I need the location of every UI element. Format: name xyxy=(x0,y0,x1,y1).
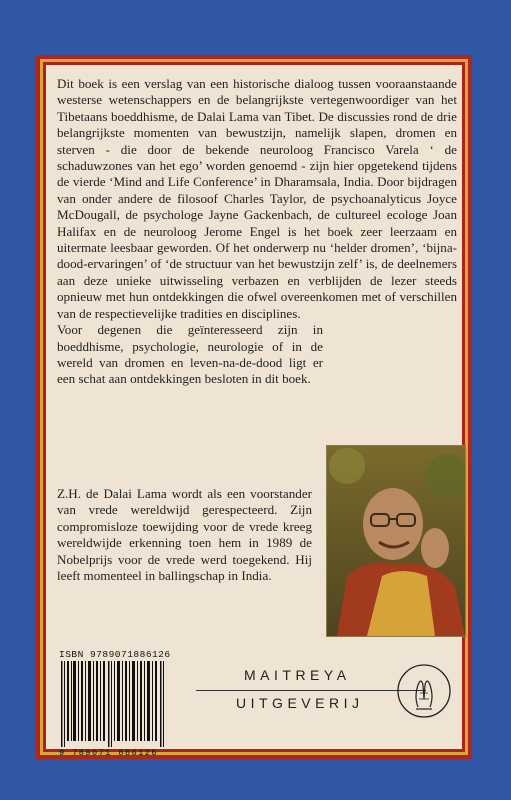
publisher-name: MAITREYA xyxy=(244,667,351,683)
publisher-block xyxy=(196,661,458,731)
text-panel xyxy=(46,65,462,758)
praying-hands-logo-icon xyxy=(396,663,452,719)
publisher-type: UITGEVERIJ xyxy=(236,695,364,711)
frame-gold-border xyxy=(40,59,468,758)
blurb xyxy=(57,76,457,388)
blurb-paragraph-1: Dit boek is een verslag van een historische dialoog tussen vooraanstaande westerse wetenschappers en de belangrijkste vertegenwoordiger van het Tibetaans boeddhisme, de Dalai Lama van Tibet. De discussies rond de drie belangrijkste momenten van bewustzijn, namelijk slapen, dromen en sterven - die door de bekende neuroloog Francisco Varela ‘ de schaduwzones van het ego’ worden genoemd - zijn hier opgetekend tijdens de vierde ‘Mind and Life Conference’ in Dharamsala, India. Door bijdragen van onder andere de filosoof Charles Taylor, de psychoanalyticus Joyce McDougall, de psychologe Jayne Gackenbach, de cultureel ecologe Joan Halifax en de neuroloog Jerome Engel is het boek zeer leerzaam en uitermate leesbaar geworden. Of het onderwerp nu ‘helder dromen’, ‘bijna-dood-ervaringen’ of ‘de structuur van het bewustzijn zelf’ is, de deelnemers aan deze unieke uitwisseling verbazen en verblijden de lezer steeds opnieuw met hun ontdekkingen die ofwel overeenkomen met of verschillen van de respectievelijke tradities en disciplines. xyxy=(57,76,457,321)
publisher-divider xyxy=(196,690,426,691)
isbn-label: ISBN 9789071886126 xyxy=(59,649,171,660)
author-bio: Z.H. de Dalai Lama wordt als een voorstander van vrede wereldwijd gerespecteerd. Zijn compromisloze toewijding voor de vrede kreeg wereldwijde erkenning toen hem in 1989 de Nobelprijs voor de vrede werd toegekend. Hij leeft momenteel in ballingschap in India. xyxy=(57,486,312,584)
barcode xyxy=(59,661,167,747)
author-photo xyxy=(326,445,466,637)
decorative-frame xyxy=(36,55,472,759)
portrait-image xyxy=(327,446,465,636)
barcode-icon xyxy=(59,661,167,747)
barcode-digits: 9 789071 886126 xyxy=(59,748,159,758)
frame-inner-red-border xyxy=(43,62,465,758)
blurb-paragraph-2: Voor degenen die geïnteresseerd zijn in boeddhisme, psychologie, neurologie of in de wereld van dromen en leven-na-de-dood ligt er een schat aan ontdekkingen besloten in dit boek. xyxy=(57,322,323,387)
